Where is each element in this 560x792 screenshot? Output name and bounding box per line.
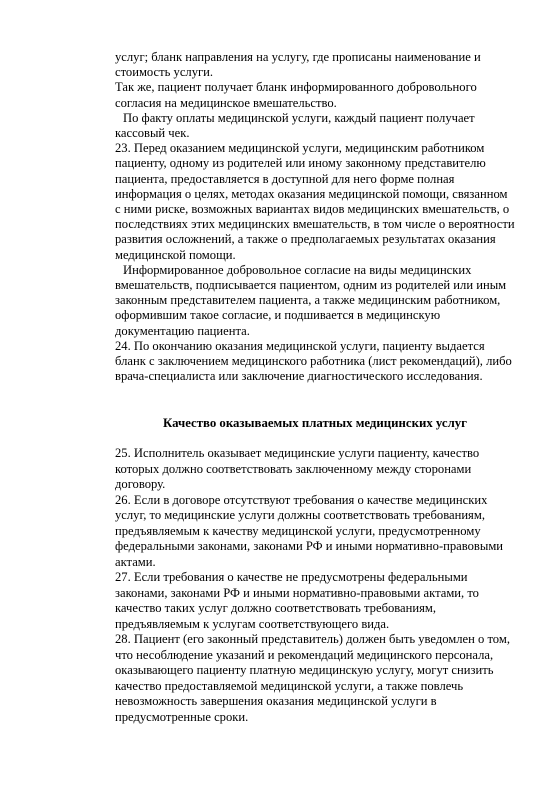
paragraph-27: 27. Если требования о качестве не предусмотрены федеральными законами, законами РФ и иными нормативно-правовыми актами, то качество таких услуг должно соответствовать требованиям, предъявляемым к услугам соответствующего вида. [115, 570, 479, 631]
upper-text-block [115, 50, 515, 384]
paragraph-informed-consent: Информированное добровольное согласие на виды медицинских вмешательств, подписывается пациентом, одним из родителей или иным законным представителем пациента, а также медицинским работником, оформившим такое согласие, и подшивается в медицинскую документацию пациента. [115, 262, 507, 338]
paragraph-24: 24. По окончанию оказания медицинской услуги, пациенту выдается бланк с заключением медицинского работника (лист рекомендаций), либо врача-специалиста или заключение диагностического исследования. [115, 338, 512, 384]
section-heading-quality: Качество оказываемых платных медицинских услуг [162, 416, 467, 430]
paragraph-service-referral: услуг; бланк направления на услугу, где прописаны наименование и стоимость услуги. [115, 50, 481, 80]
paragraph-28: 28. Пациент (его законный представитель) должен быть уведомлен о том, что несоблюдение указаний и рекомендаций медицинского персонала, оказывающего пациенту платную медицинскую услугу, могут снизить качество предоставляемой медицинской услуги, а также повлечь невозможность завершения оказания медицинской услуги в предусмотренные сроки. [115, 632, 510, 724]
paragraph-25: 25. Исполнитель оказывает медицинские услуги пациенту, качество которых должно соответствовать заключенному между сторонами договору. [115, 446, 480, 491]
lower-text-block [115, 446, 515, 725]
paragraph-cash-receipt: По факту оплаты медицинской услуги, каждый пациент получает кассовый чек. [115, 110, 475, 141]
paragraph-23: 23. Перед оказанием медицинской услуги, медицинским работником пациенту, одному из родителей или иному законному представителю пациента, предоставляется в доступной для него форме полная информация о целях, методах оказания медицинской помощи, связанном с ними риске, возможных вариантах видов медицинских вмешательств, о последствиях этих медицинских вмешательств, в том числе о вероятности развития осложнений, а также о предполагаемых результатах оказания медицинской помощи. [115, 141, 515, 262]
paragraph-26: 26. Если в договоре отсутствуют требования о качестве медицинских услуг, то медицинские услуги должны соответствовать требованиям, предъявляемым к качеству медицинской услуги, предусмотренному федеральными законами, законами РФ и иными нормативно-правовыми актами. [115, 492, 504, 569]
paragraph-consent-form: Так же, пациент получает бланк информированного добровольного согласия на медицинское вмешательство. [115, 80, 477, 110]
